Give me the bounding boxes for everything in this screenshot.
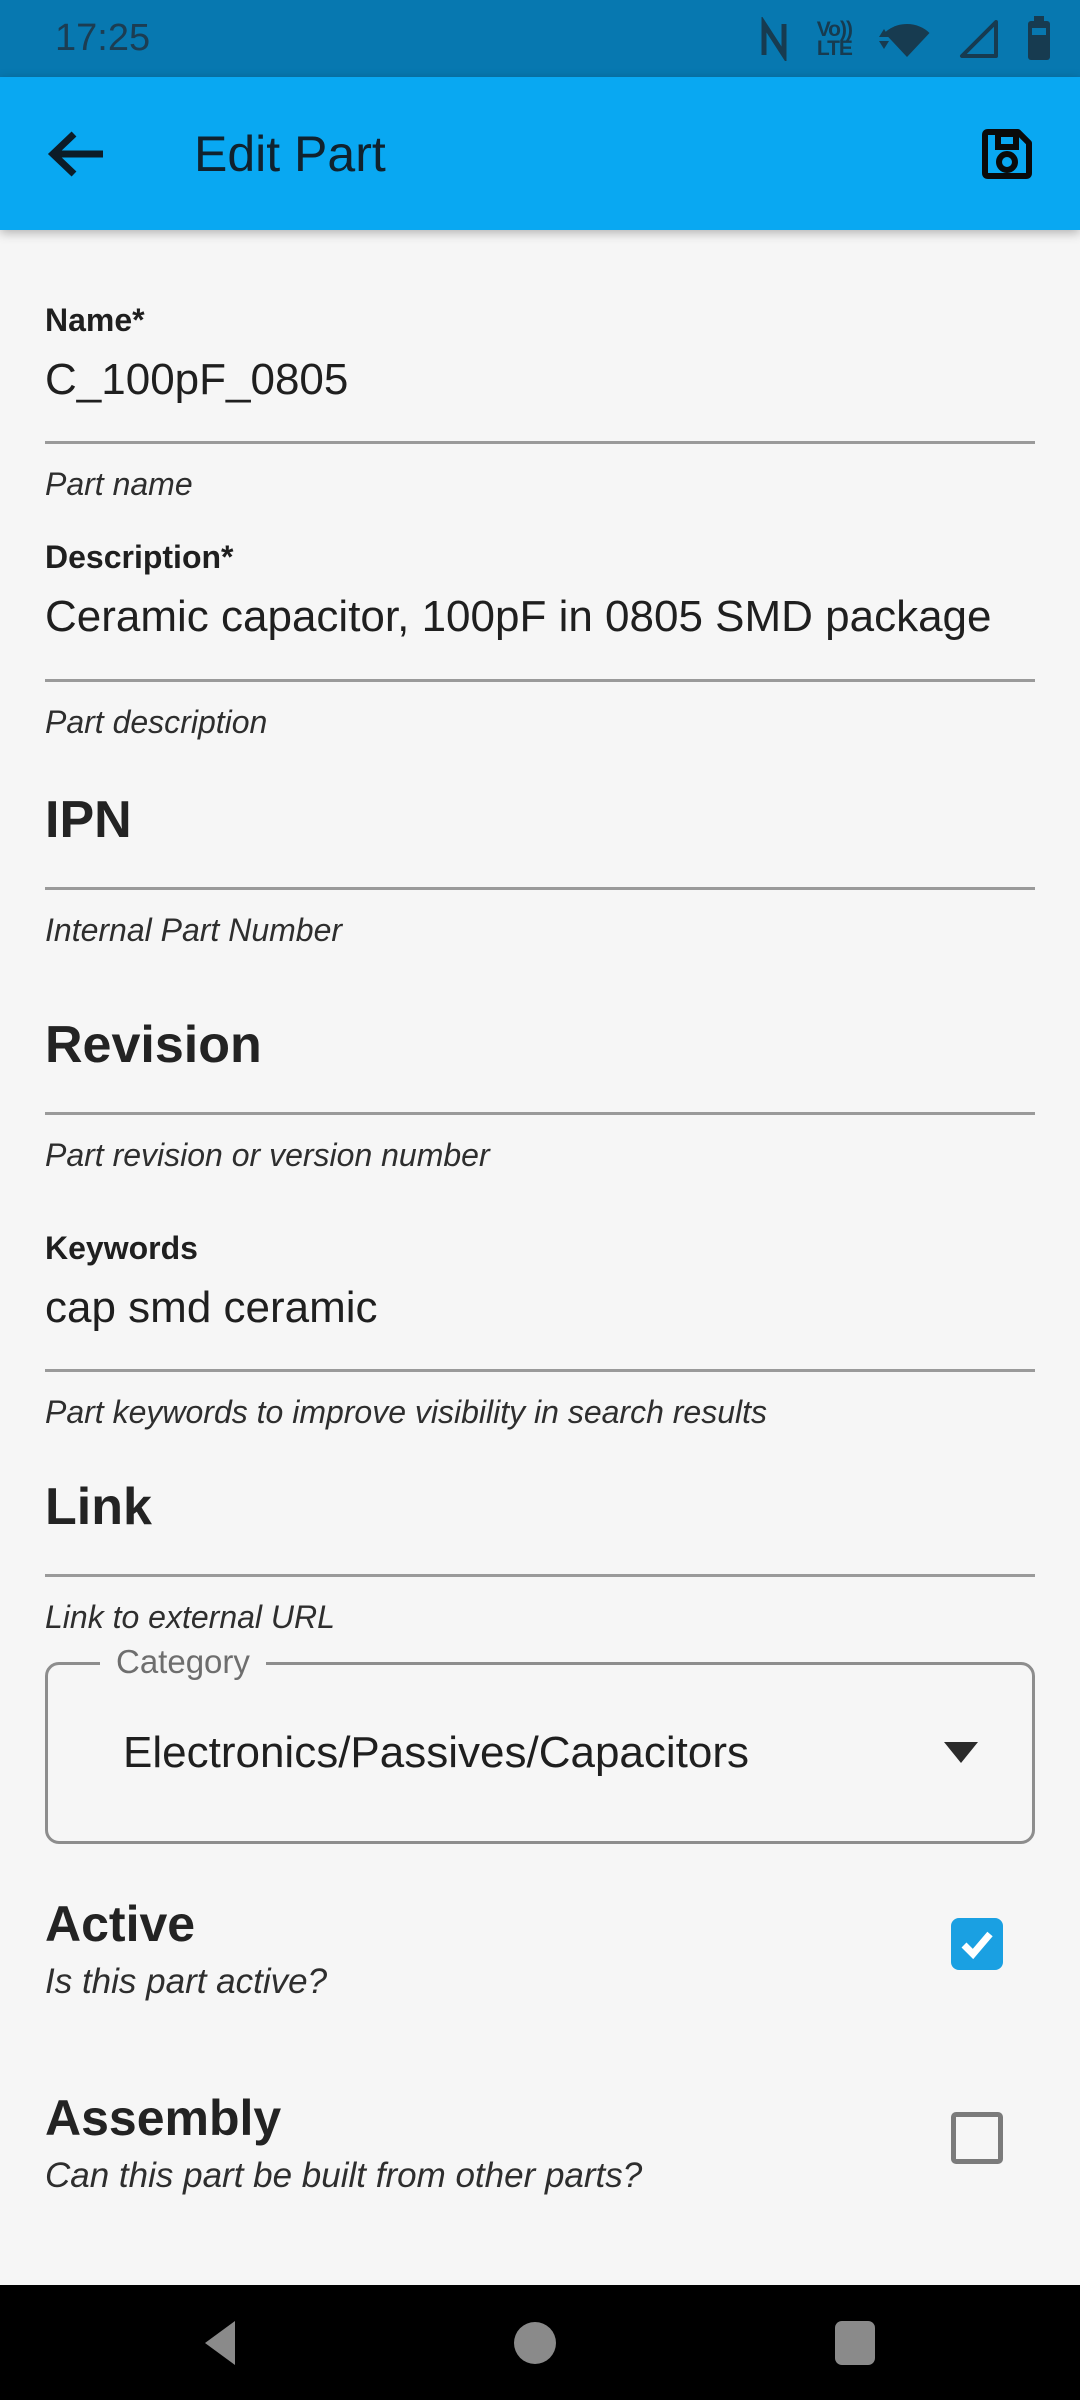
check-icon [958, 1925, 996, 1963]
battery-icon [1026, 16, 1052, 61]
nav-home-icon [514, 2322, 556, 2364]
field-name [45, 302, 1035, 503]
status-bar [0, 0, 1080, 77]
keywords-underline [45, 1369, 1035, 1372]
category-value: Electronics/Passives/Capacitors [123, 1727, 750, 1777]
link-helper: Link to external URL [45, 1599, 335, 1636]
active-subtitle: Is this part active? [45, 1961, 328, 2001]
edit-part-form [0, 302, 1080, 2348]
revision-helper: Part revision or version number [45, 1137, 490, 1174]
revision-input[interactable]: Revision [45, 1016, 262, 1075]
keywords-label: Keywords [45, 1229, 198, 1266]
nfc-icon [757, 17, 791, 61]
active-toggle-row [45, 1894, 1035, 2002]
page-title: Edit Part [194, 125, 386, 182]
save-floppy-icon [978, 125, 1036, 183]
revision-underline [45, 1112, 1035, 1115]
nav-home-button[interactable] [514, 2322, 556, 2364]
assembly-subtitle: Can this part be built from other parts? [45, 2156, 643, 2196]
wifi-icon [878, 17, 932, 61]
volte-bottom-label: LTE [816, 36, 852, 60]
description-input[interactable]: Ceramic capacitor, 100pF in 0805 SMD package [45, 591, 992, 641]
dropdown-caret-icon [944, 1742, 978, 1763]
category-select[interactable] [45, 1642, 1035, 1844]
ipn-input[interactable]: IPN [45, 791, 132, 850]
save-button[interactable] [978, 125, 1036, 183]
name-label: Name* [45, 302, 145, 338]
field-revision [45, 1013, 1035, 1174]
back-arrow-icon [44, 127, 108, 181]
nav-recents-icon [835, 2321, 875, 2365]
cell-signal-icon [958, 18, 1000, 60]
field-keywords [45, 1230, 1035, 1431]
name-input[interactable]: C_100pF_0805 [45, 354, 349, 404]
field-link [45, 1475, 1035, 1636]
assembly-toggle-row [45, 2088, 1035, 2196]
volte-icon [816, 17, 852, 60]
link-underline [45, 1574, 1035, 1577]
active-checkbox[interactable] [951, 1918, 1003, 1970]
nav-recents-button[interactable] [835, 2321, 875, 2365]
navigation-bar [0, 2285, 1080, 2400]
field-ipn [45, 788, 1035, 949]
name-helper: Part name [45, 466, 193, 503]
ipn-helper: Internal Part Number [45, 912, 343, 949]
nav-back-icon [205, 2321, 235, 2365]
link-input[interactable]: Link [45, 1478, 152, 1537]
nav-back-button[interactable] [205, 2321, 235, 2365]
app-bar [0, 77, 1080, 230]
assembly-text [45, 2088, 642, 2196]
description-label: Description* [45, 539, 234, 576]
field-description [45, 539, 1035, 740]
assembly-checkbox[interactable] [951, 2112, 1003, 2164]
volte-top-label: Vo)) [816, 17, 852, 41]
back-button[interactable] [44, 127, 108, 181]
keywords-helper: Part keywords to improve visibility in search results [45, 1394, 768, 1431]
status-time: 17:25 [55, 17, 151, 59]
category-label: Category [100, 1643, 266, 1681]
ipn-underline [45, 887, 1035, 890]
keywords-input[interactable]: cap smd ceramic [45, 1282, 378, 1332]
active-title: Active [45, 1895, 196, 1952]
description-underline [45, 679, 1035, 682]
status-icons [757, 16, 1052, 61]
name-underline [45, 441, 1035, 444]
active-text [45, 1894, 327, 2002]
description-helper: Part description [45, 703, 268, 740]
assembly-title: Assembly [45, 2090, 282, 2147]
